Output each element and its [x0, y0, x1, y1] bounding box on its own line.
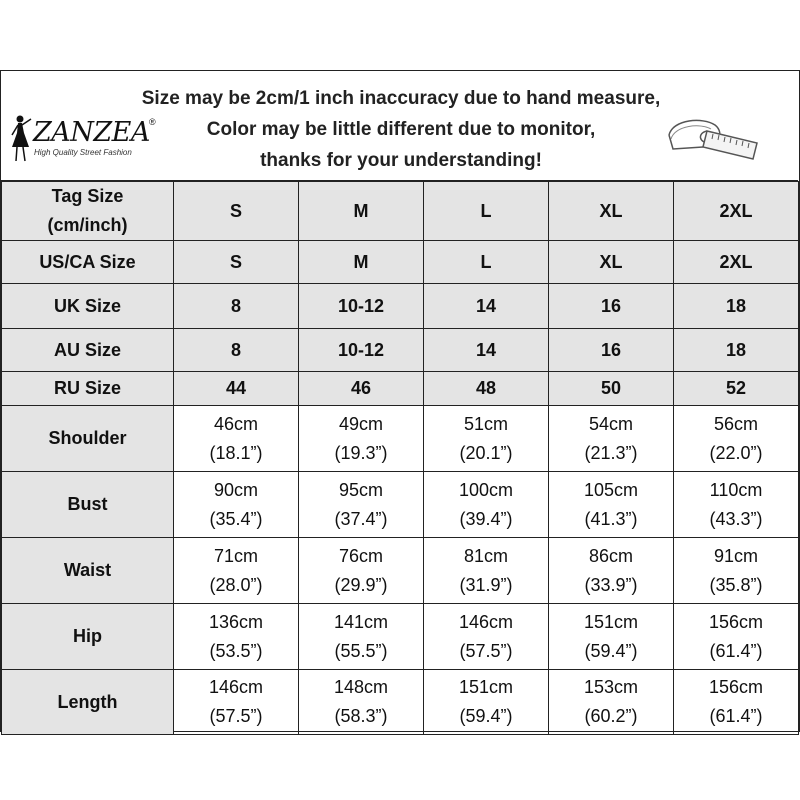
- measurement-cm: 76cm: [338, 545, 383, 566]
- measurement-cell: [424, 406, 549, 472]
- size-table: [1, 181, 799, 735]
- measurement-inch: (28.0”): [209, 574, 263, 595]
- measurement-inch: (37.4”): [334, 508, 388, 529]
- measuring-tape-icon: [663, 113, 763, 168]
- measurement-cm: 153cm: [583, 677, 639, 697]
- size-cell: L: [424, 241, 549, 284]
- measurement-cell: [674, 406, 799, 472]
- size-cell: 16: [549, 284, 674, 329]
- measurement-cell: [424, 538, 549, 604]
- size-cell: M: [299, 241, 424, 284]
- notice-line-2: Color may be little different due to monitor,: [206, 119, 596, 140]
- measurement-cell: [674, 472, 799, 538]
- measurement-cm: 91cm: [713, 545, 758, 566]
- measurement-cm: 86cm: [588, 545, 633, 566]
- measurement-cm: 148cm: [333, 677, 389, 697]
- measurement-cell: [549, 538, 674, 604]
- measurement-cell: [674, 670, 799, 735]
- measurement-cell: [174, 406, 299, 472]
- measurement-cell: [174, 538, 299, 604]
- measurement-cell: [174, 472, 299, 538]
- size-cell: 44: [174, 372, 299, 406]
- measurement-cell: [674, 604, 799, 670]
- measurement-cell: [424, 604, 549, 670]
- size-cell: 18: [674, 329, 799, 372]
- tag-size-cell: M: [299, 182, 424, 241]
- tag-size-cell: XL: [549, 182, 674, 241]
- size-row: [2, 372, 799, 406]
- measurement-cell: [299, 604, 424, 670]
- measurement-inch: (55.5”): [334, 640, 388, 661]
- measurement-cm: 151cm: [583, 611, 639, 632]
- size-cell: 8: [174, 329, 299, 372]
- measurement-inch: (35.4”): [209, 508, 263, 529]
- measurement-cm: 136cm: [208, 611, 264, 632]
- brand-name: ZANZEA: [33, 117, 150, 148]
- measurement-cell: [424, 670, 549, 735]
- size-row: [2, 241, 799, 284]
- measurement-label: Length: [2, 670, 174, 735]
- size-cell: 18: [674, 284, 799, 329]
- measurement-cell: [174, 604, 299, 670]
- size-cell: 50: [549, 372, 674, 406]
- measurement-label: Shoulder: [2, 406, 174, 472]
- measurement-cell: [549, 604, 674, 670]
- measurement-cm: 90cm: [213, 479, 258, 500]
- measurement-row: [2, 472, 799, 538]
- woman-figure-icon: [7, 113, 35, 163]
- measurement-cell: [299, 670, 424, 735]
- size-cell: 16: [549, 329, 674, 372]
- size-cell: 48: [424, 372, 549, 406]
- measurement-cm: 156cm: [708, 677, 764, 697]
- measurement-inch: (35.8”): [709, 574, 763, 595]
- measurement-cell: [299, 538, 424, 604]
- measurement-cell: [174, 670, 299, 735]
- size-row-label: US/CA Size: [2, 241, 174, 284]
- measurement-cm: 71cm: [213, 545, 258, 566]
- measurement-cm: 56cm: [713, 413, 758, 434]
- measurement-cm: 51cm: [463, 413, 508, 434]
- size-row-label: RU Size: [2, 372, 174, 406]
- measurement-row: [2, 670, 799, 735]
- size-row-label: UK Size: [2, 284, 174, 329]
- measurement-inch: (18.1”): [209, 442, 263, 463]
- measurement-inch: (57.5”): [459, 640, 513, 661]
- measurement-inch: (29.9”): [334, 574, 388, 595]
- measurement-cell: [674, 538, 799, 604]
- tag-size-label: [2, 182, 174, 241]
- measurement-inch: (41.3”): [584, 508, 638, 529]
- measurement-inch: (58.3”): [334, 706, 388, 726]
- measurement-cell: [299, 406, 424, 472]
- measurement-label: Bust: [2, 472, 174, 538]
- size-cell: 2XL: [674, 241, 799, 284]
- measurement-inch: (60.2”): [584, 706, 638, 726]
- tag-size-cell: L: [424, 182, 549, 241]
- tag-size-cell: S: [174, 182, 299, 241]
- measurement-cm: 146cm: [208, 677, 264, 697]
- measurement-row: [2, 538, 799, 604]
- size-cell: S: [174, 241, 299, 284]
- measurement-inch: (31.9”): [459, 574, 513, 595]
- size-row-label: AU Size: [2, 329, 174, 372]
- measurement-inch: (21.3”): [584, 442, 638, 463]
- measurement-inch: (33.9”): [584, 574, 638, 595]
- measurement-inch: (20.1”): [459, 442, 513, 463]
- size-cell: 10-12: [299, 284, 424, 329]
- measurement-cell: [549, 670, 674, 735]
- size-chart: [0, 70, 800, 732]
- measurement-cell: [424, 472, 549, 538]
- registered-mark: ®: [149, 117, 156, 127]
- notice-line-1: Size may be 2cm/1 inch inaccuracy due to hand measure,: [141, 88, 661, 109]
- measurement-label: Hip: [2, 604, 174, 670]
- size-cell: 14: [424, 329, 549, 372]
- brand-tagline: High Quality Street Fashion: [34, 148, 132, 157]
- measurement-inch: (22.0”): [709, 442, 763, 463]
- notice-line-3: thanks for your understanding!: [260, 150, 542, 171]
- measurement-cm: 146cm: [458, 611, 514, 632]
- measurement-cm: 141cm: [333, 611, 389, 632]
- measurement-cm: 100cm: [458, 479, 514, 500]
- size-cell: 52: [674, 372, 799, 406]
- measurement-cm: 156cm: [708, 611, 764, 632]
- tag-size-row: [2, 182, 799, 241]
- measurement-inch: (59.4”): [584, 640, 638, 661]
- size-cell: 14: [424, 284, 549, 329]
- measurement-cm: 110cm: [709, 479, 763, 500]
- measurement-inch: (61.4”): [709, 706, 763, 726]
- size-row: [2, 329, 799, 372]
- measurement-inch: (53.5”): [209, 640, 263, 661]
- measurement-row: [2, 406, 799, 472]
- measurement-cell: [549, 406, 674, 472]
- tag-size-cell: 2XL: [674, 182, 799, 241]
- measurement-inch: (19.3”): [334, 442, 388, 463]
- measurement-inch: (61.4”): [709, 640, 763, 661]
- measurement-inch: (59.4”): [459, 706, 513, 726]
- tag-size-label-line1: Tag Size: [51, 186, 124, 206]
- measurement-cm: 105cm: [583, 479, 639, 500]
- measurement-cm: 81cm: [463, 545, 508, 566]
- size-cell: 8: [174, 284, 299, 329]
- tag-size-label-line2: (cm/inch): [47, 215, 128, 235]
- measurement-cell: [299, 472, 424, 538]
- measurement-row: [2, 604, 799, 670]
- size-row: [2, 284, 799, 329]
- measurement-cm: 54cm: [588, 413, 633, 434]
- measurement-cell: [549, 472, 674, 538]
- measurement-notice: [121, 83, 681, 176]
- chart-header: [1, 71, 798, 181]
- size-cell: 10-12: [299, 329, 424, 372]
- size-cell: XL: [549, 241, 674, 284]
- measurement-cm: 49cm: [338, 413, 383, 434]
- measurement-cm: 46cm: [213, 413, 258, 434]
- measurement-inch: (43.3”): [709, 508, 763, 529]
- size-cell: 46: [299, 372, 424, 406]
- measurement-inch: (57.5”): [209, 706, 263, 726]
- measurement-cm: 95cm: [338, 479, 383, 500]
- measurement-inch: (39.4”): [459, 508, 513, 529]
- measurement-cm: 151cm: [458, 677, 514, 697]
- measurement-label: Waist: [2, 538, 174, 604]
